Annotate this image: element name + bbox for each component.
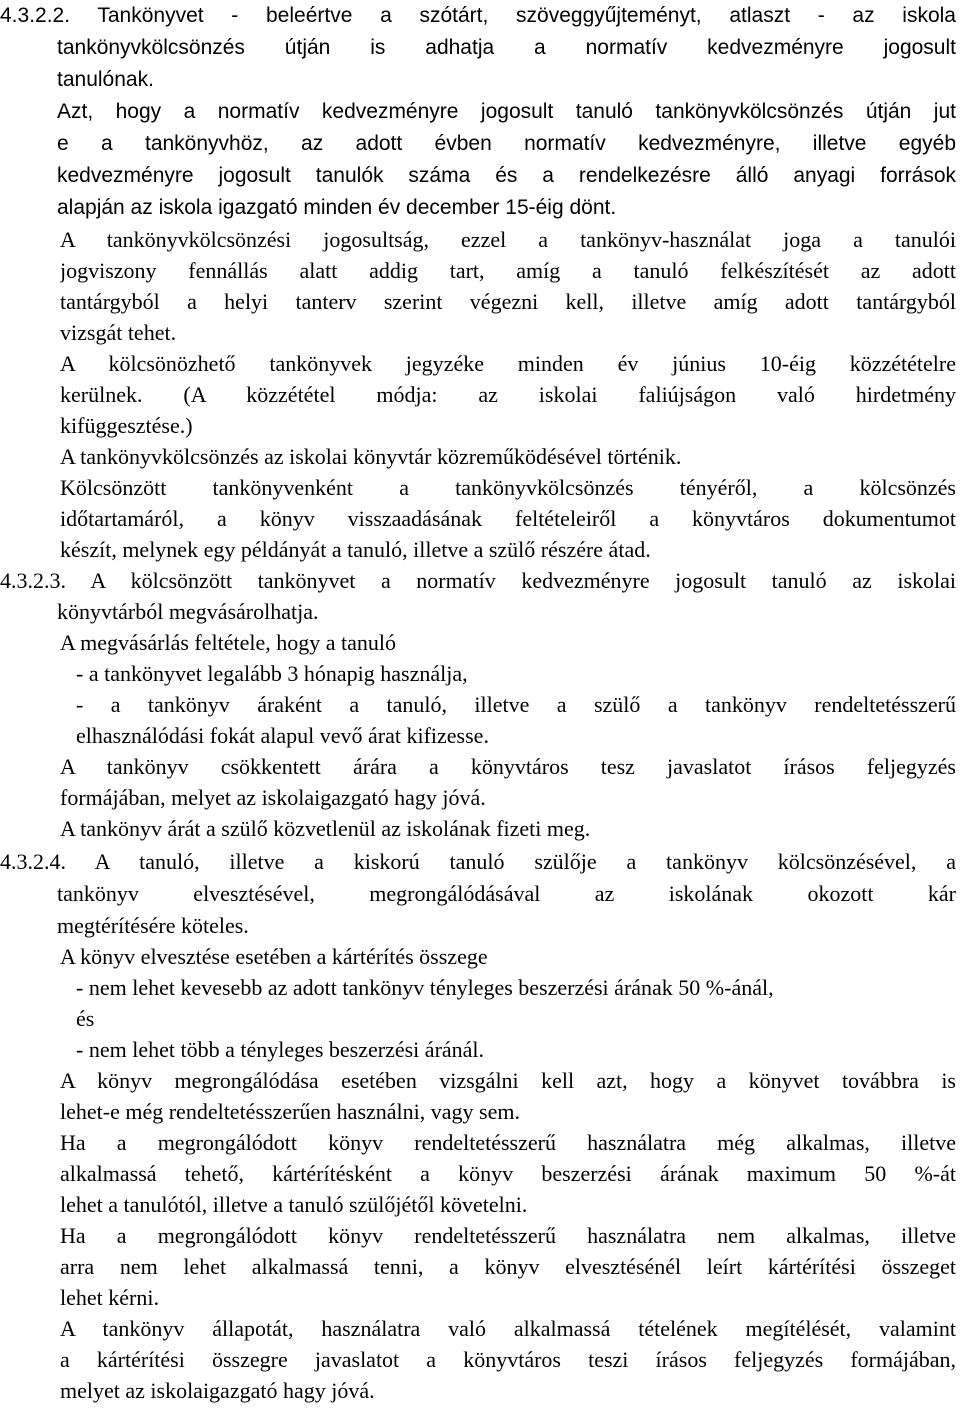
paragraph-line: A tankönyvkölcsönzési jogosultság, ezzel a tankönyv-használat joga a tanulói	[60, 227, 956, 252]
paragraph-line: A könyv elvesztése esetében a kártérítés összege	[60, 944, 488, 969]
paragraph-line: formájában, melyet az iskolaigazgató hagy jóvá.	[60, 785, 486, 810]
paragraph-line: tankönyv elvesztésével, megrongálódásával az iskolának okozott kár	[57, 881, 956, 906]
paragraph-line: vizsgát tehet.	[60, 320, 177, 345]
paragraph-line: A kölcsönözhető tankönyvek jegyzéke minden év június 10-éig közzétételre	[60, 351, 956, 376]
paragraph-line: A megvásárlás feltétele, hogy a tanuló	[60, 630, 396, 655]
paragraph-line: tantárgyból a helyi tanterv szerint végezni kell, illetve amíg adott tantárgyból	[60, 289, 956, 314]
paragraph-line: A könyv megrongálódása esetében vizsgálni kell azt, hogy a könyvet továbbra is	[60, 1068, 956, 1093]
paragraph-line: tankönyvkölcsönzés útján is adhatja a normatív kedvezményre jogosult	[57, 36, 956, 59]
paragraph-line: 4.3.2.3. A kölcsönzött tankönyvet a normatív kedvezményre jogosult tanuló az iskolai	[0, 568, 956, 593]
list-item: - nem lehet kevesebb az adott tankönyv tényleges beszerzési árának 50 %-ánál,	[76, 975, 774, 1000]
paragraph-line: tanulónak.	[57, 68, 154, 91]
paragraph-line: A tankönyvkölcsönzés az iskolai könyvtár közreműködésével történik.	[60, 444, 682, 469]
paragraph-line: készít, melynek egy példányát a tanuló, illetve a szülő részére átad.	[60, 537, 651, 562]
paragraph-line: kerülnek. (A közzététel módja: az iskolai faliújságon való hirdetmény	[60, 382, 956, 407]
paragraph-line: Ha a megrongálódott könyv rendeltetésszerű használatra nem alkalmas, illetve	[60, 1223, 956, 1248]
paragraph-line: a kártérítési összegre javaslatot a könyvtáros teszi írásos feljegyzés formájában,	[60, 1347, 956, 1372]
paragraph-line: Ha a megrongálódott könyv rendeltetésszerű használatra még alkalmas, illetve	[60, 1130, 956, 1155]
paragraph-line: Azt, hogy a normatív kedvezményre jogosult tanuló tankönyvkölcsönzés útján jut	[57, 100, 956, 123]
paragraph-line: e a tankönyvhöz, az adott évben normatív kedvezményre, illetve egyéb	[57, 132, 956, 155]
list-item: - nem lehet több a tényleges beszerzési áránál.	[76, 1037, 485, 1062]
paragraph-line: megtérítésére köteles.	[57, 913, 249, 938]
paragraph-line: A tankönyv állapotát, használatra való alkalmassá tételének megítélését, valamint	[60, 1316, 956, 1341]
paragraph-line: lehet kérni.	[60, 1285, 159, 1310]
paragraph-line: arra nem lehet alkalmassá tenni, a könyv elvesztésénél leírt kártérítési összeget	[60, 1254, 956, 1279]
paragraph-line: kedvezményre jogosult tanulók száma és a rendelkezésre álló anyagi források	[57, 164, 956, 187]
list-item: elhasználódási fokát alapul vevő árat kifizesse.	[76, 723, 489, 748]
paragraph-line: jogviszony fennállás alatt addig tart, amíg a tanuló felkészítését az adott	[60, 258, 956, 283]
paragraph-line: lehet-e még rendeltetésszerűen használni, vagy sem.	[60, 1099, 520, 1124]
paragraph-line: alkalmassá tehető, kártérítésként a könyv beszerzési árának maximum 50 %-át	[60, 1161, 956, 1186]
paragraph-line: 4.3.2.2. Tankönyvet - beleértve a szótárt, szöveggyűjteményt, atlaszt - az iskola	[0, 4, 956, 27]
list-item: - a tankönyvet legalább 3 hónapig használja,	[76, 661, 468, 686]
paragraph-line: Kölcsönzött tankönyvenként a tankönyvkölcsönzés tényéről, a kölcsönzés	[60, 475, 956, 500]
paragraph-line: kifüggesztése.)	[60, 413, 193, 438]
list-item: és	[76, 1006, 95, 1031]
list-item: - a tankönyv áraként a tanuló, illetve a szülő a tankönyv rendeltetésszerű	[76, 692, 956, 717]
paragraph-line: melyet az iskolaigazgató hagy jóvá.	[60, 1378, 375, 1403]
paragraph-line: időtartamáról, a könyv visszaadásának feltételeiről a könyvtáros dokumentumot	[60, 506, 956, 531]
paragraph-line: A tankönyv csökkentett árára a könyvtáros tesz javaslatot írásos feljegyzés	[60, 754, 956, 779]
paragraph-line: lehet a tanulótól, illetve a tanuló szülőjétől követelni.	[60, 1192, 528, 1217]
paragraph-line: A tankönyv árát a szülő közvetlenül az iskolának fizeti meg.	[60, 816, 591, 841]
paragraph-line: 4.3.2.4. A tanuló, illetve a kiskorú tanuló szülője a tankönyv kölcsönzésével, a	[0, 849, 956, 874]
paragraph-line: alapján az iskola igazgató minden év december 15-éig dönt.	[57, 196, 617, 219]
paragraph-line: könyvtárból megvásárolhatja.	[57, 599, 319, 624]
